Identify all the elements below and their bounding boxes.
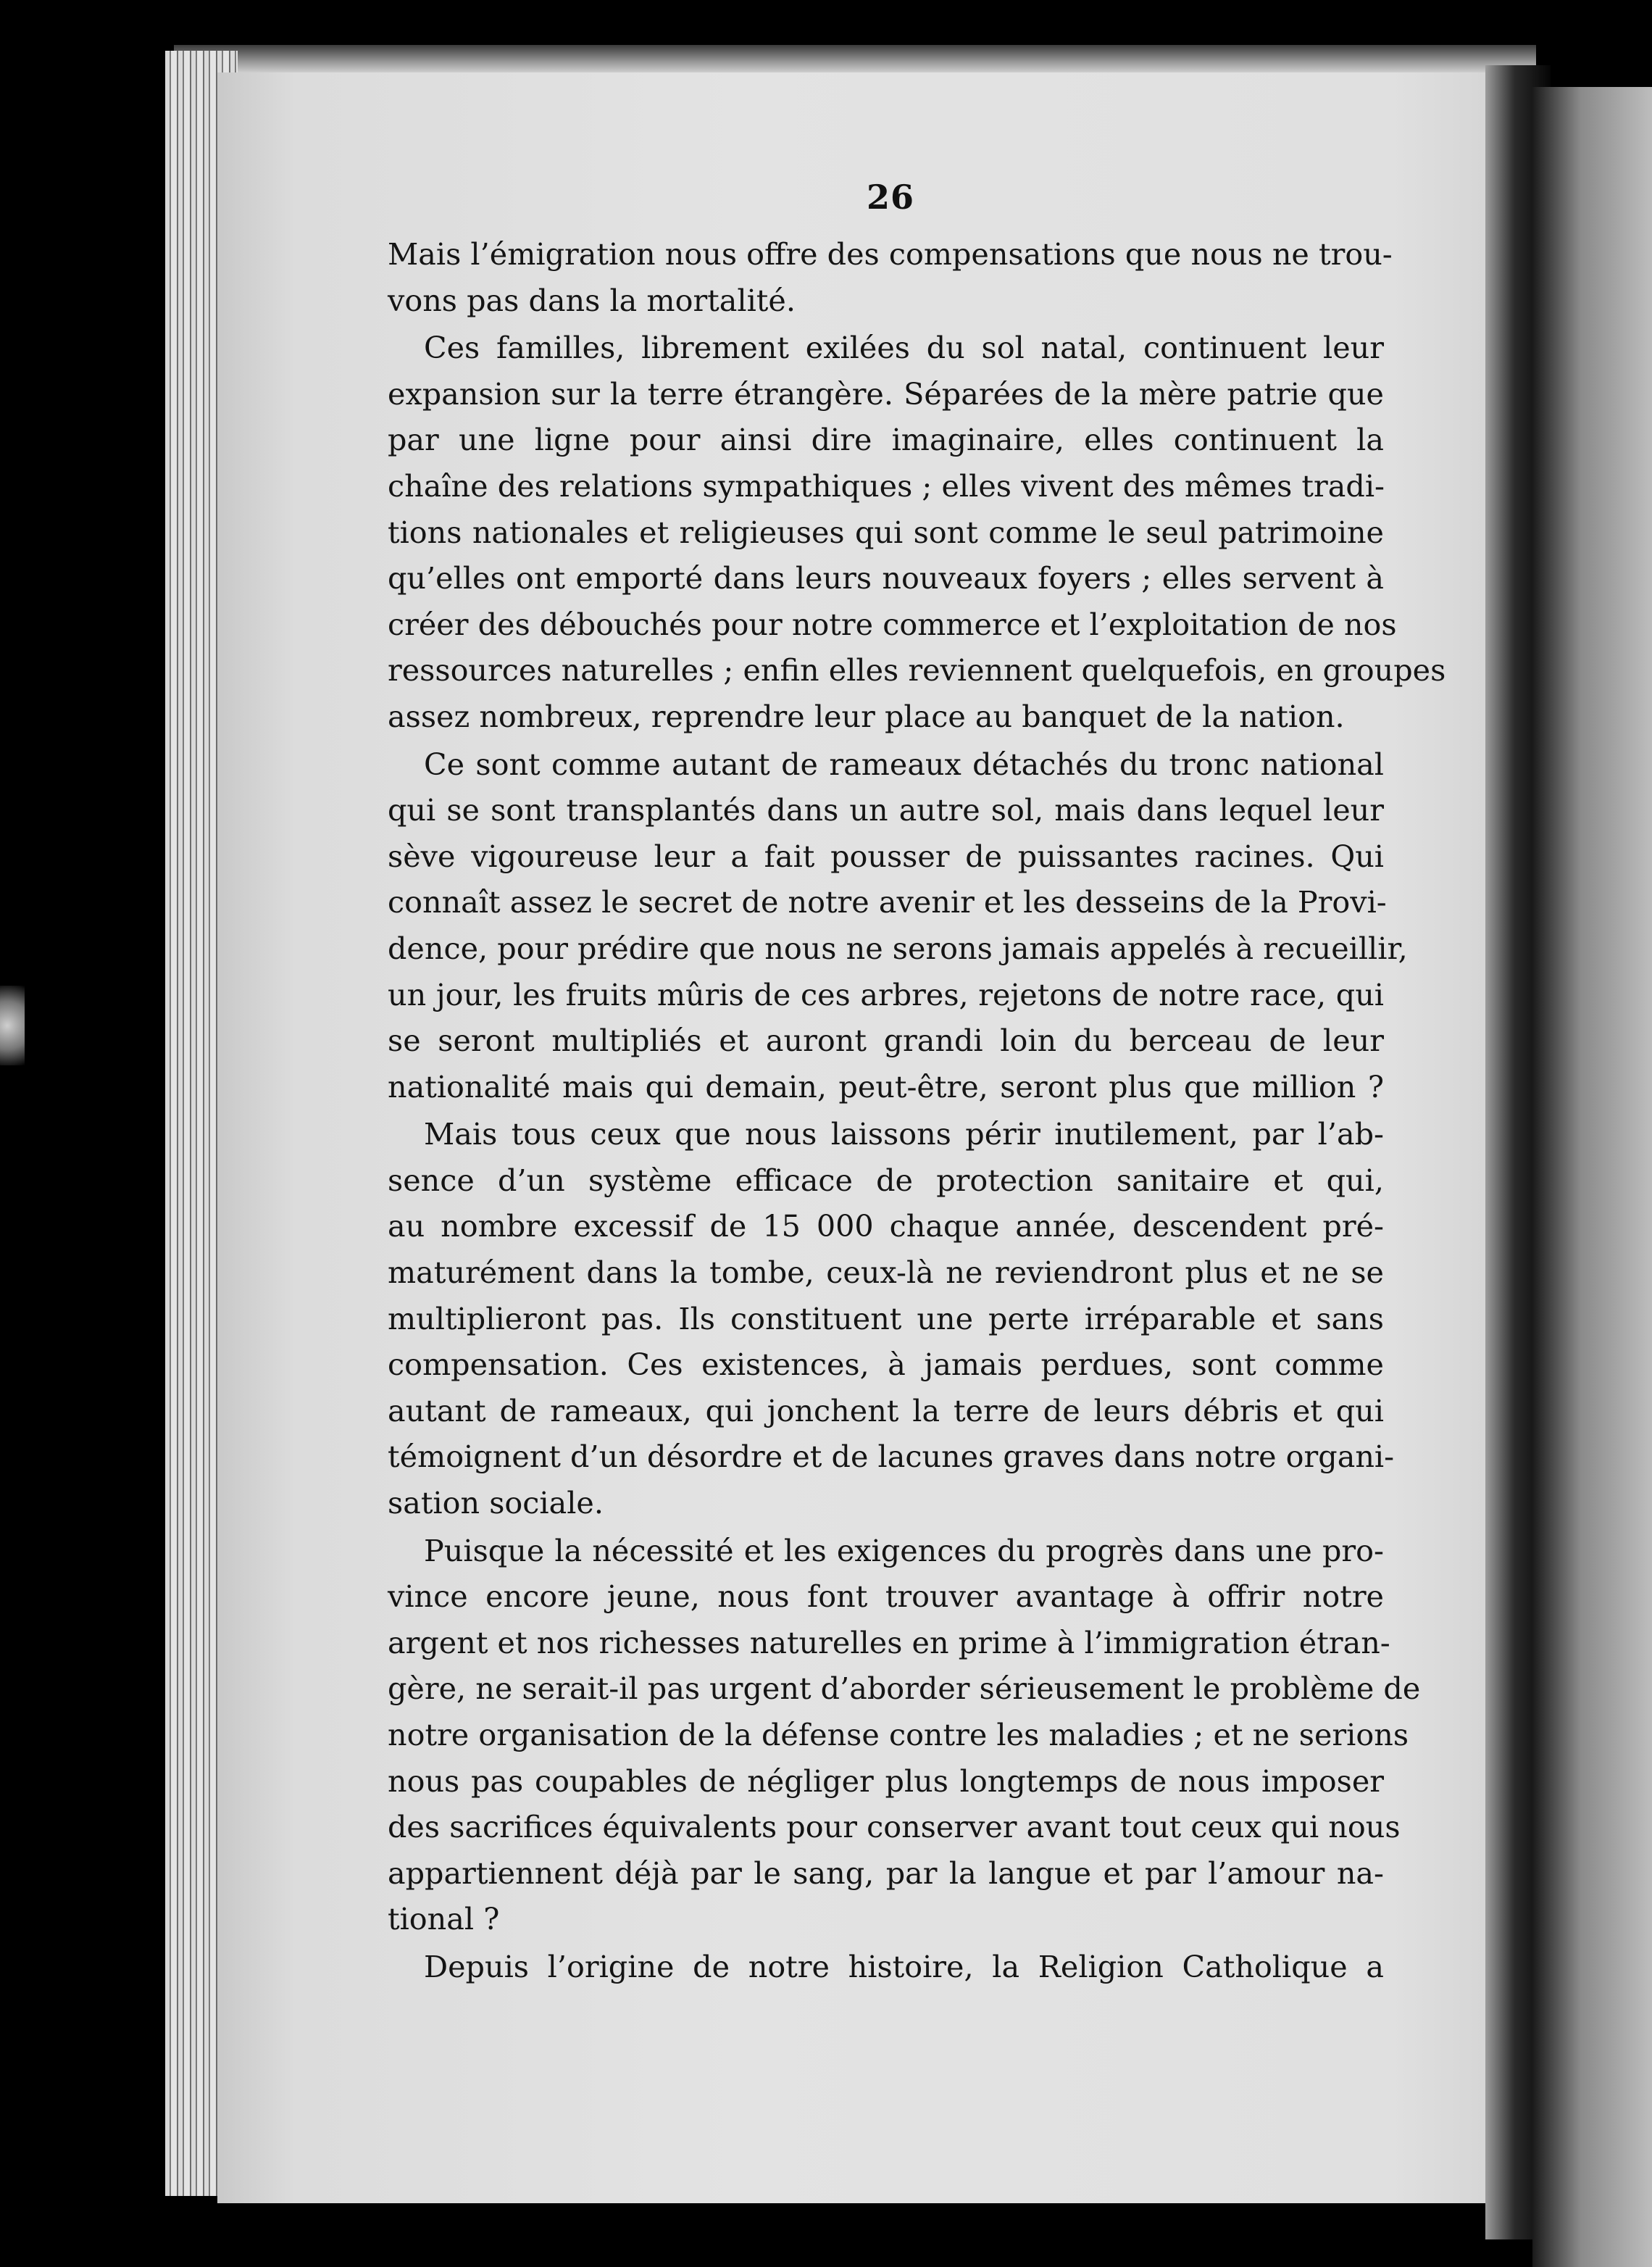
text-line: ressources naturelles ; enfin elles reviennent quelquefois, en groupes (388, 653, 1446, 689)
text-line: expansion sur la terre étrangère. Séparées de la mère patrie que (388, 376, 1384, 412)
body-text (388, 232, 1446, 1992)
text-line: tional ? (388, 1902, 500, 1937)
text-line: des sacrifices équivalents pour conserver avant tout ceux qui nous (388, 1810, 1401, 1845)
text-line: qui se sont transplantés dans un autre sol, mais dans lequel leur (388, 793, 1384, 828)
text-line: maturément dans la tombe, ceux-là ne reviendront plus et ne se (388, 1255, 1384, 1291)
text-line: nationalité mais qui demain, peut-être, seront plus que million ? (388, 1069, 1384, 1105)
text-line: Puisque la nécessité et les exigences du progrès dans une pro- (424, 1533, 1384, 1568)
text-line: gère, ne serait-il pas urgent d’aborder sérieusement le problème de (388, 1671, 1421, 1707)
text-line: autant de rameaux, qui jonchent la terre de leurs débris et qui (388, 1393, 1384, 1428)
page-top-edge (174, 45, 1536, 74)
text-line: compensation. Ces existences, à jamais perdues, sont comme (388, 1347, 1384, 1383)
paragraph (388, 742, 1408, 1111)
text-line: sation sociale. (388, 1486, 604, 1521)
text-line: Mais tous ceux que nous laissons périr inutilement, par l’ab- (424, 1117, 1384, 1152)
text-line: se seront multipliés et auront grandi loin du berceau de leur (388, 1023, 1384, 1059)
text-line: sence d’un système efficace de protection sanitaire et qui, (388, 1162, 1384, 1198)
text-line: nous pas coupables de négliger plus longtemps de nous imposer (388, 1763, 1384, 1799)
text-line: chaîne des relations sympathiques ; elles vivent des mêmes tradi- (388, 468, 1385, 504)
text-line: vons pas dans la mortalité. (388, 283, 796, 318)
page-number: 26 (867, 178, 915, 217)
text-line: Ces familles, librement exilées du sol natal, continuent leur (424, 330, 1384, 366)
facing-page-edge (1532, 87, 1652, 2267)
text-line: dence, pour prédire que nous ne serons jamais appelés à recueillir, (388, 931, 1408, 966)
text-line: vince encore jeune, nous font trouver avantage à offrir notre (388, 1579, 1384, 1615)
text-line: assez nombreux, reprendre leur place au banquet de la nation. (388, 699, 1345, 734)
paragraph (388, 1944, 1384, 1991)
text-line: multiplieront pas. Ils constituent une perte irréparable et sans (388, 1301, 1384, 1336)
text-line: Mais l’émigration nous offre des compensations que nous ne trou- (388, 237, 1393, 272)
paragraph (388, 325, 1446, 740)
text-line: notre organisation de la défense contre les maladies ; et ne serions (388, 1718, 1409, 1752)
text-line: au nombre excessif de 15 000 chaque année, descendent pré- (388, 1209, 1384, 1244)
text-line: témoignent d’un désordre et de lacunes graves dans notre organi- (388, 1439, 1395, 1475)
text-line: créer des débouchés pour notre commerce et l’exploitation de nos (388, 607, 1397, 642)
text-line: par une ligne pour ainsi dire imaginaire, elles continuent la (388, 423, 1384, 458)
text-line: appartiennent déjà par le sang, par la langue et par l’amour na- (388, 1855, 1384, 1891)
text-line: qu’elles ont emporté dans leurs nouveaux foyers ; elles servent à (388, 561, 1384, 596)
text-line: tions nationales et religieuses qui sont comme le seul patrimoine (388, 515, 1384, 550)
text-line: Depuis l’origine de notre histoire, la Religion Catholique a (424, 1949, 1384, 1984)
paragraph (388, 1112, 1395, 1526)
paragraph (388, 232, 1393, 324)
paragraph (388, 1528, 1421, 1943)
text-line: argent et nos richesses naturelles en prime à l’immigration étran- (388, 1625, 1390, 1660)
text-line: un jour, les fruits mûris de ces arbres, rejetons de notre race, qui (388, 977, 1384, 1012)
text-line: connaît assez le secret de notre avenir et les desseins de la Provi- (388, 885, 1387, 920)
text-line: sève vigoureuse leur a fait pousser de puissantes racines. Qui (388, 839, 1384, 874)
scan-artifact (0, 986, 25, 1065)
text-line: Ce sont comme autant de rameaux détachés du tronc national (424, 746, 1384, 782)
